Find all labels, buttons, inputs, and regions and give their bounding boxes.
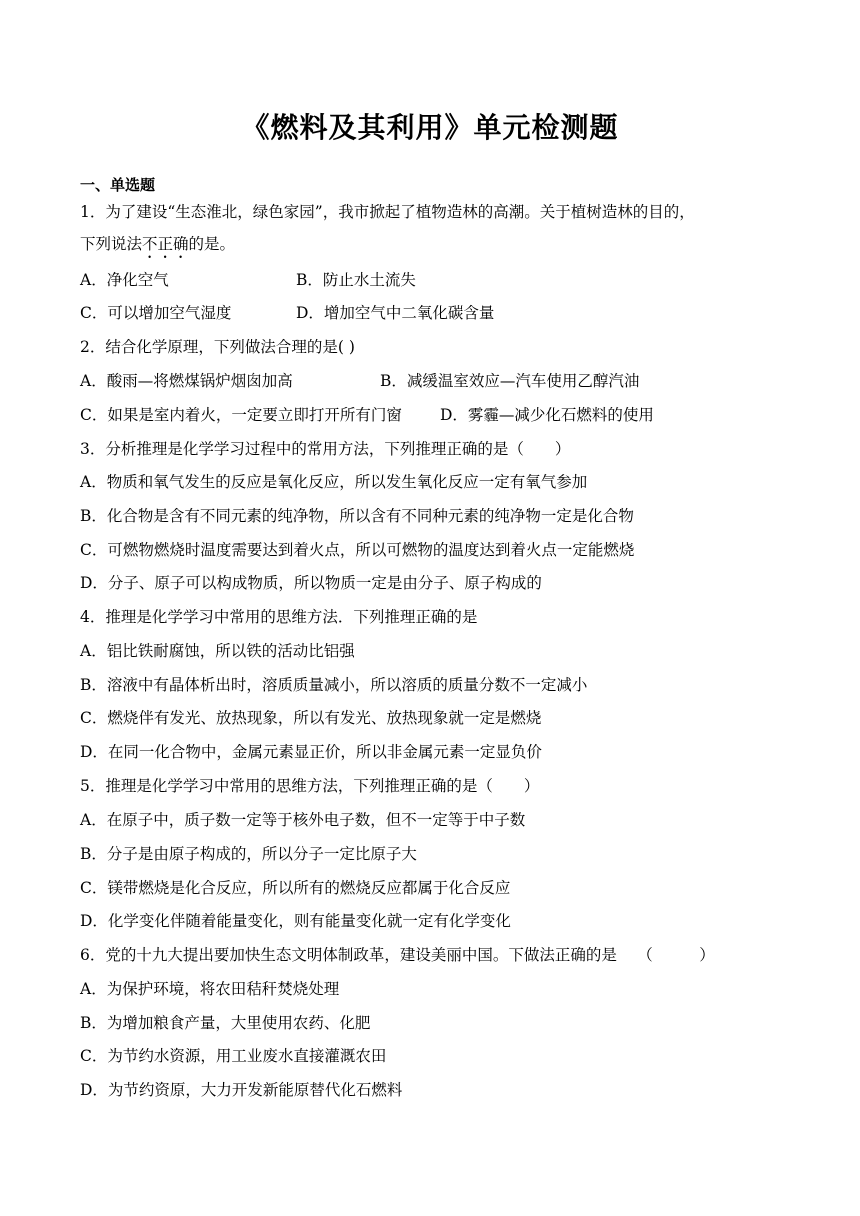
question-2-option-a: A．酸雨—将燃煤锅炉烟囱加高 xyxy=(80,372,293,390)
question-1-stem-line2 xyxy=(80,234,235,262)
question-5-option-d: D．化学变化伴随着能量变化，则有能量变化就一定有化学变化 xyxy=(80,912,511,930)
question-1-stem-line1: 1．为了建设“生态淮北，绿色家园”，我市掀起了植物造林的高潮。关于植树造林的目的， xyxy=(80,203,695,221)
question-6-option-a: A．为保护环境，将农田秸秆焚烧处理 xyxy=(80,980,340,998)
question-4-option-b: B．溶液中有晶体析出时，溶质质量减小，所以溶质的质量分数不一定减小 xyxy=(80,676,588,694)
question-2-option-b: B．减缓温室效应—汽车使用乙醇汽油 xyxy=(380,372,640,390)
question-2-stem: 2．结合化学原理，下列做法合理的是( ) xyxy=(80,338,355,356)
question-4-option-a: A．铝比铁耐腐蚀，所以铁的活动比铝强 xyxy=(80,642,355,660)
question-2-option-d: D．雾霾—减少化石燃料的使用 xyxy=(440,406,654,424)
question-3-option-a: A．物质和氧气发生的反应是氧化反应，所以发生氧化反应一定有氧气参加 xyxy=(80,473,588,491)
question-3-option-b: B．化合物是含有不同元素的纯净物，所以含有不同种元素的纯净物一定是化合物 xyxy=(80,507,634,525)
question-3-stem: 3．分析推理是化学学习过程中的常用方法，下列推理正确的是（ ） xyxy=(80,440,571,458)
question-4-option-c: C．燃烧伴有发光、放热现象，所以有发光、放热现象就一定是燃烧 xyxy=(80,709,542,727)
question-6-stem: 6．党的十九大提出要加快生态文明体制政革，建设美丽中国。下做法正确的是 （ ） xyxy=(80,946,715,964)
question-3-option-c: C．可燃物燃烧时温度需要达到着火点，所以可燃物的温度达到着火点一定能燃烧 xyxy=(80,541,635,559)
question-4-option-d: D．在同一化合物中，金属元素显正价，所以非金属元素一定显负价 xyxy=(80,743,542,761)
question-1-option-a: A．净化空气 xyxy=(80,271,169,289)
question-4-stem: 4．推理是化学学习中常用的思维方法．下列推理正确的是 xyxy=(80,608,478,626)
question-6-option-d: D．为节约资原，大力开发新能原替代化石燃料 xyxy=(80,1081,403,1099)
question-6-option-b: B．为增加粮食产量，大里使用农药、化肥 xyxy=(80,1014,371,1032)
q1-stem-emphasis: 不正确 xyxy=(142,235,189,253)
q1-stem-pre: 下列说法 xyxy=(80,235,143,253)
question-1-option-c: C．可以增加空气湿度 xyxy=(80,304,232,322)
section-heading: 一、单选题 xyxy=(80,176,156,194)
q1-stem-post: 的是。 xyxy=(188,235,236,253)
question-6-option-c: C．为节约水资源，用工业废水直接灌溉农田 xyxy=(80,1047,387,1065)
question-5-option-c: C．镁带燃烧是化合反应，所以所有的燃烧反应都属于化合反应 xyxy=(80,879,511,897)
question-5-option-a: A．在原子中，质子数一定等于核外电子数，但不一定等于中子数 xyxy=(80,811,526,829)
question-3-option-d: D．分子、原子可以构成物质，所以物质一定是由分子、原子构成的 xyxy=(80,574,542,592)
question-1-option-d: D．增加空气中二氧化碳含量 xyxy=(296,304,495,322)
question-5-option-b: B．分子是由原子构成的，所以分子一定比原子大 xyxy=(80,845,417,863)
question-2-option-c: C．如果是室内着火，一定要立即打开所有门窗 xyxy=(80,406,402,424)
question-5-stem: 5．推理是化学学习中常用的思维方法，下列推理正确的是（ ） xyxy=(80,777,540,795)
question-1-option-b: B．防止水土流失 xyxy=(296,271,416,289)
page-title: 《燃料及其利用》单元检测题 xyxy=(241,111,619,144)
